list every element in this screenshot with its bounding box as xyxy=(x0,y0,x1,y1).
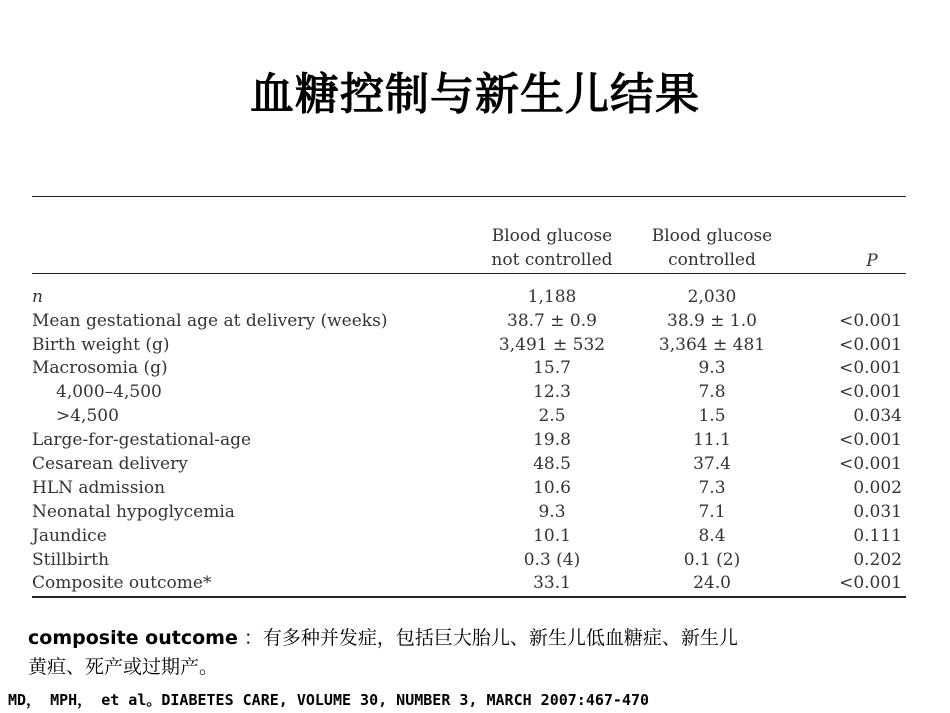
cell-controlled: 38.9 ± 1.0 xyxy=(667,311,757,331)
row-label: Birth weight (g) xyxy=(32,335,170,355)
cell-p: 0.031 xyxy=(853,502,902,522)
cell-controlled: 7.8 xyxy=(698,382,726,402)
cell-controlled: 37.4 xyxy=(693,454,731,474)
note-text: ：有多种并发症，包括巨大胎儿、新生儿低血糖症、新生儿黄疸、死产或过期产。 xyxy=(28,627,738,678)
row-label: Neonatal hypoglycemia xyxy=(32,502,235,522)
header-not-controlled-line2: not controlled xyxy=(491,250,613,270)
row-label: Stillbirth xyxy=(32,550,110,570)
cell-p: <0.001 xyxy=(839,454,902,474)
cell-not-controlled: 1,188 xyxy=(527,287,577,307)
citation: MD， MPH， et al。DIABETES CARE, VOLUME 30, NUMBER 3, MARCH 2007:467-470 xyxy=(8,691,650,709)
row-label: >4,500 xyxy=(56,406,119,426)
row-label: Cesarean delivery xyxy=(32,454,188,474)
table-top-rule xyxy=(32,196,906,197)
cell-not-controlled: 33.1 xyxy=(533,573,571,593)
cell-p: <0.001 xyxy=(839,335,902,355)
table-row xyxy=(32,452,906,476)
cell-p: 0.202 xyxy=(853,550,902,570)
row-label: Composite outcome* xyxy=(32,573,212,593)
table-bottom-rule xyxy=(32,596,906,598)
cell-not-controlled: 19.8 xyxy=(533,430,571,450)
cell-controlled: 24.0 xyxy=(693,573,731,593)
cell-not-controlled: 2.5 xyxy=(538,406,566,426)
header-controlled xyxy=(622,224,802,272)
cell-not-controlled: 0.3 (4) xyxy=(523,550,581,570)
row-label: Mean gestational age at delivery (weeks) xyxy=(32,311,388,331)
cell-p: 0.002 xyxy=(853,478,902,498)
cell-not-controlled: 10.6 xyxy=(533,478,571,498)
row-label: Large-for-gestational-age xyxy=(32,430,252,450)
cell-p: <0.001 xyxy=(839,573,902,593)
slide-title: 血糖控制与新生儿结果 xyxy=(250,69,700,120)
cell-p: 0.034 xyxy=(853,406,902,426)
cell-not-controlled: 3,491 ± 532 xyxy=(498,335,606,355)
cell-not-controlled: 38.7 ± 0.9 xyxy=(507,311,597,331)
row-label: Macrosomia (g) xyxy=(32,358,168,378)
cell-p: 0.111 xyxy=(853,526,902,546)
table-row xyxy=(32,476,906,500)
header-controlled-line2: controlled xyxy=(668,250,756,270)
cell-controlled: 0.1 (2) xyxy=(683,550,741,570)
row-label: Jaundice xyxy=(32,526,107,546)
cell-controlled: 7.3 xyxy=(698,478,726,498)
header-not-controlled-line1: Blood glucose xyxy=(491,226,613,246)
cell-p: <0.001 xyxy=(839,382,902,402)
header-controlled-line1: Blood glucose xyxy=(651,226,773,246)
cell-p: <0.001 xyxy=(839,358,902,378)
table-row xyxy=(32,356,906,380)
cell-not-controlled: 48.5 xyxy=(533,454,571,474)
table-row xyxy=(32,548,906,572)
cell-p: <0.001 xyxy=(839,430,902,450)
cell-controlled: 8.4 xyxy=(698,526,726,546)
cell-controlled: 7.1 xyxy=(698,502,726,522)
row-label: n xyxy=(32,287,43,307)
table-row xyxy=(32,285,906,309)
cell-not-controlled: 15.7 xyxy=(533,358,571,378)
cell-not-controlled: 10.1 xyxy=(533,526,571,546)
cell-p: <0.001 xyxy=(839,311,902,331)
table-row xyxy=(32,524,906,548)
table-row xyxy=(32,380,906,404)
cell-controlled: 1.5 xyxy=(698,406,726,426)
note-term: composite outcome xyxy=(28,627,238,649)
table-row xyxy=(32,571,906,595)
composite-outcome-note xyxy=(28,624,748,682)
row-label: 4,000–4,500 xyxy=(56,382,162,402)
header-p-value: P xyxy=(866,251,878,271)
cell-controlled: 2,030 xyxy=(687,287,737,307)
cell-not-controlled: 12.3 xyxy=(533,382,571,402)
table-row xyxy=(32,500,906,524)
cell-controlled: 11.1 xyxy=(693,430,731,450)
cell-controlled: 3,364 ± 481 xyxy=(658,335,766,355)
cell-not-controlled: 9.3 xyxy=(538,502,566,522)
table-row xyxy=(32,404,906,428)
table-row xyxy=(32,333,906,357)
cell-controlled: 9.3 xyxy=(698,358,726,378)
table-row xyxy=(32,309,906,333)
row-label: HLN admission xyxy=(32,478,166,498)
table-header-rule xyxy=(32,273,906,274)
table-row xyxy=(32,428,906,452)
